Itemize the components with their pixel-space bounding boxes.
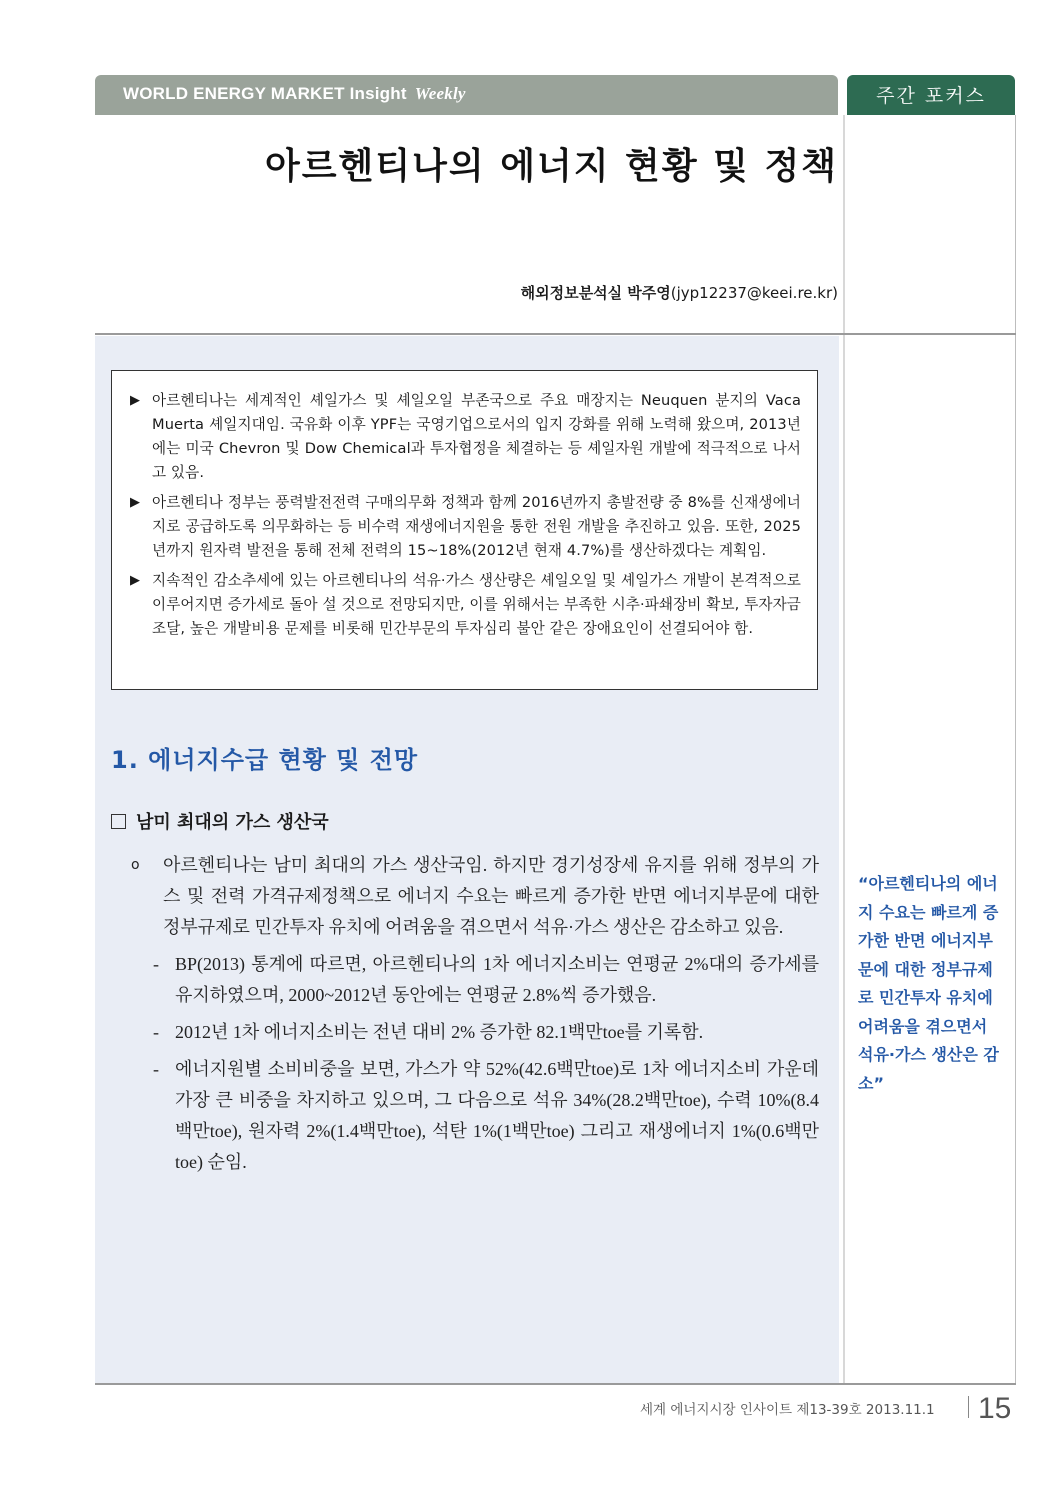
summary-item (130, 491, 801, 563)
publication-title (123, 84, 466, 104)
author-email: (jyp12237@keei.re.kr) (670, 284, 838, 302)
summary-box (111, 370, 818, 690)
summary-item (130, 569, 801, 641)
author-name: 해외정보분석실 박주영 (520, 284, 671, 302)
list-item-text: 2012년 1차 에너지소비는 전년 대비 2% 증가한 82.1백만toe를 기록함. (175, 1022, 704, 1042)
subsection-text: 남미 최대의 가스 생산국 (136, 812, 329, 833)
summary-item (130, 389, 801, 485)
section-heading: 1. 에너지수급 현황 및 전망 (111, 746, 419, 774)
checkbox-square-icon (111, 814, 126, 829)
divider-top (95, 333, 1016, 335)
dash-bullet: - (153, 1022, 159, 1042)
page-number: 15 (978, 1392, 1012, 1425)
column-divider (843, 115, 845, 1385)
subsection-heading (111, 808, 329, 834)
list-item-text: 에너지원별 소비비중을 보면, 가스가 약 52%(42.6백만toe)로 1차 에너지소비 가운데 가장 큰 비중을 차지하고 있으며, 그 다음으로 석유 34%(28.2백만toe), 수력 10%(8.4백만toe), 원자력 2%(1.4백만toe), 석탄 1%(1백만toe) 그리고 재생에너지 1%(0.6백만toe) 순임. (175, 1059, 819, 1172)
dash-bullet: - (153, 1059, 159, 1079)
summary-text: 아르헨티나는 세계적인 셰일가스 및 셰일오일 부존국으로 주요 매장지는 Neuquen 분지의 Vaca Muerta 셰일지대임. 국유화 이후 YPF는 국영기업으로서의 입지 강화를 위해 노력해 왔으며, 2013년에는 미국 Chevron 및 Dow Chemical과 투자협정을 체결하는 등 셰일자원 개발에 적극적으로 나서고 있음. (152, 392, 801, 481)
footer-separator (968, 1396, 969, 1418)
summary-text: 아르헨티나 정부는 풍력발전전력 구매의무화 정책과 함께 2016년까지 총발전량 중 8%를 신재생에너지로 공급하도록 의무화하는 등 비수력 재생에너지원을 통한 전원 개발을 추진하고 있음. 또한, 2025년까지 원자력 발전을 통해 전체 전력의 15~18%(2012년 현재 4.7%)를 생산하겠다는 계획임. (152, 494, 801, 559)
summary-text: 지속적인 감소추세에 있는 아르헨티나의 석유·가스 생산량은 셰일오일 및 셰일가스 개발이 본격적으로 이루어지면 증가세로 돌아 설 것으로 전망되지만, 이를 위해서는 부족한 시추·파쇄장비 확보, 투자자금 조달, 높은 개발비용 문제를 비롯해 민간부문의 투자심리 불안 같은 장애요인이 선결되어야 함. (152, 572, 801, 637)
section-tab: 주간 포커스 (847, 75, 1015, 115)
arrow-icon: ▶ (130, 393, 140, 408)
right-border (1015, 115, 1016, 1385)
dash-bullet: - (153, 954, 159, 974)
body-text (131, 850, 819, 1184)
arrow-icon: ▶ (130, 573, 140, 588)
article-title: 아르헨티나의 에너지 현황 및 정책 (265, 146, 838, 187)
circle-bullet-icon: o (131, 857, 140, 873)
list-item (131, 1054, 819, 1178)
pull-quote: “아르헨티나의 에너지 수요는 빠르게 증가한 반면 에너지부문에 대한 정부규제로 민간투자 유치에 어려움을 겪으면서 석유·가스 생산은 감소” (858, 874, 999, 1093)
publication-weekly: Weekly (414, 84, 466, 103)
list-item-text: BP(2013) 통계에 따르면, 아르헨티나의 1차 에너지소비는 연평균 2%대의 증가세를 유지하였으며, 2000~2012년 동안에는 연평균 2.8%씩 증가했음. (175, 954, 819, 1005)
divider-bottom (95, 1383, 1016, 1385)
footer-issue: 세계 에너지시장 인사이트 제13-39호 2013.11.1 (640, 1402, 935, 1418)
list-item (131, 1017, 819, 1048)
author-line (95, 282, 838, 303)
list-item (131, 949, 819, 1011)
paragraph-text: 아르헨티나는 남미 최대의 가스 생산국임. 하지만 경기성장세 유지를 위해 정부의 가스 및 전력 가격규제정책으로 에너지 수요는 빠르게 증가한 반면 에너지부문에 대한 정부규제로 민간투자 유치에 어려움을 겪으면서 석유·가스 생산은 감소하고 있음. (163, 855, 819, 937)
publication-name: WORLD ENERGY MARKET Insight (123, 84, 407, 103)
paragraph (131, 850, 819, 943)
arrow-icon: ▶ (130, 495, 140, 510)
